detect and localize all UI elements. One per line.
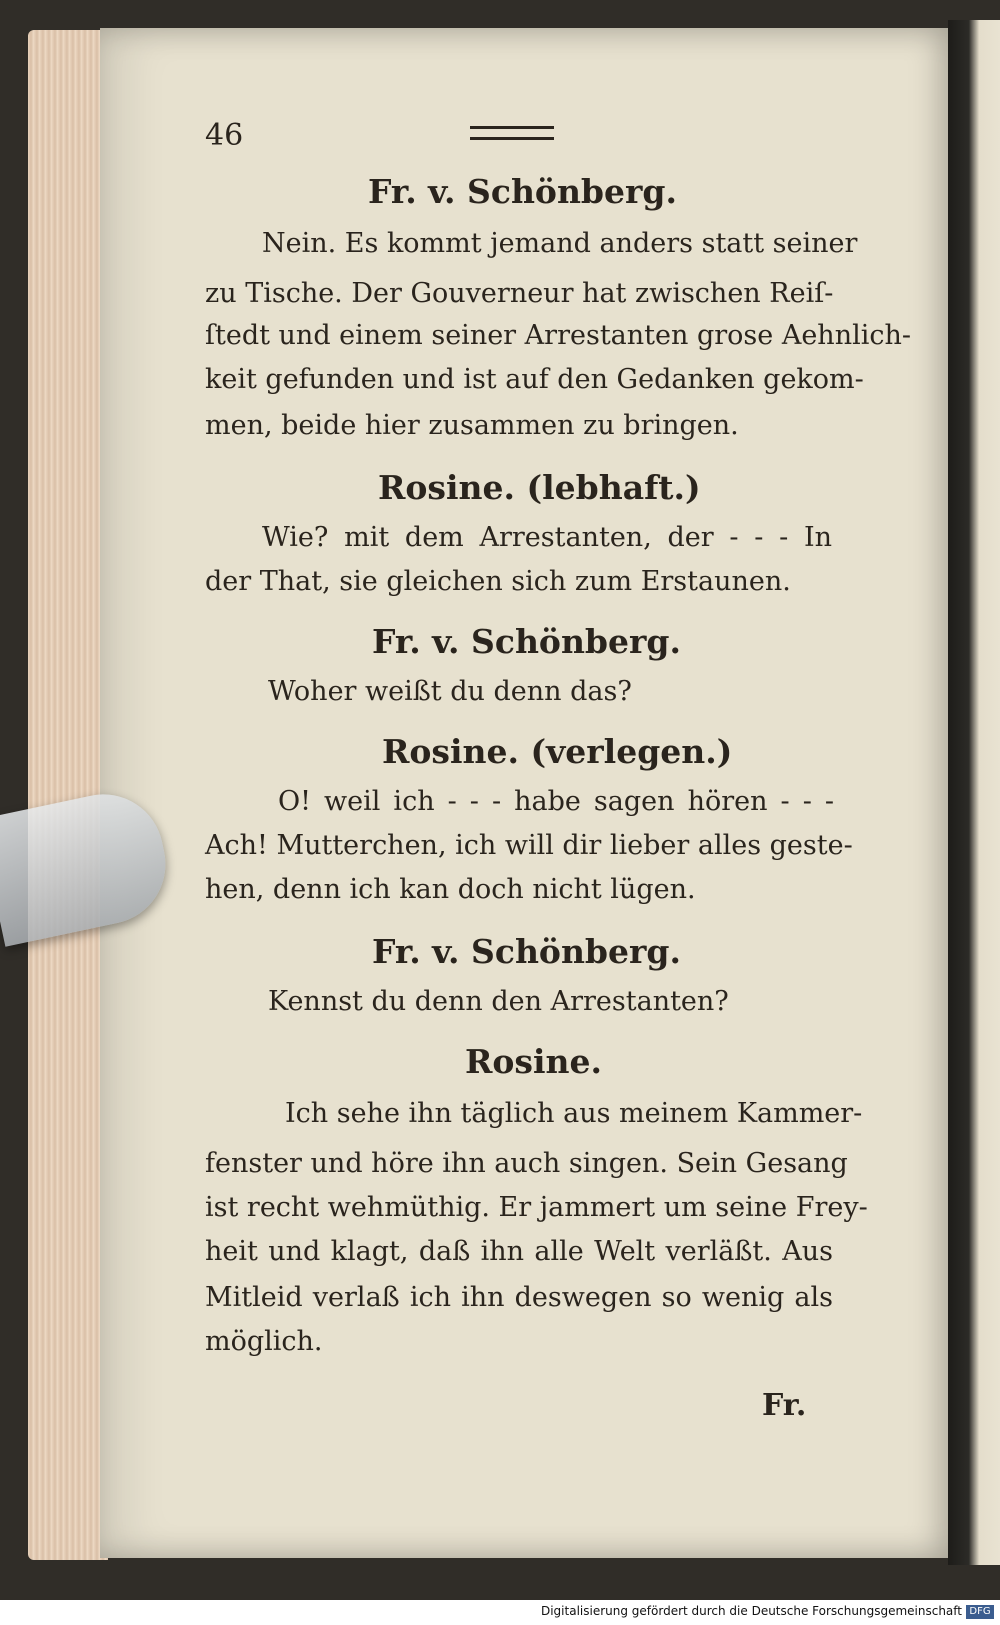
text-line: keit gefunden und ist auf den Gedanken gekom- xyxy=(205,364,864,395)
text-line: hen, denn ich kan doch nicht lügen. xyxy=(205,874,696,905)
speaker-heading: Rosine. xyxy=(465,1042,603,1081)
page-number: 46 xyxy=(205,118,244,153)
text-line: Ich sehe ihn täglich aus meinem Kammer- xyxy=(285,1098,863,1129)
dfg-credit: Digitalisierung gefördert durch die Deutsche Forschungsgemeinschaft xyxy=(540,1604,962,1618)
text-line: Woher weißt du denn das? xyxy=(268,676,632,707)
text-line: O! weil ich - - - habe sagen hören - - - xyxy=(278,786,834,817)
speaker-heading: Rosine. (verlegen.) xyxy=(382,732,733,771)
text-line: Kennst du denn den Arrestanten? xyxy=(268,986,729,1017)
text-line: möglich. xyxy=(205,1326,323,1357)
text-line: zu Tische. Der Gouverneur hat zwischen Reiſ- xyxy=(205,278,834,309)
book-gutter xyxy=(948,20,1000,1565)
text-line: Nein. Es kommt jemand anders statt seiner xyxy=(262,228,858,259)
text-line: ſtedt und einem seiner Arrestanten grose Aehnlich- xyxy=(205,320,911,351)
speaker-heading: Rosine. (lebhaft.) xyxy=(378,468,701,507)
speaker-heading: Fr. v. Schönberg. xyxy=(368,172,677,211)
dfg-logo: DFG xyxy=(966,1605,994,1619)
text-line: Wie? mit dem Arrestanten, der - - - In xyxy=(262,522,832,553)
text-line: der That, sie gleichen sich zum Erstaunen. xyxy=(205,566,791,597)
speaker-heading: Fr. v. Schönberg. xyxy=(372,932,681,971)
text-line: Ach! Mutterchen, ich will dir lieber alles geste- xyxy=(205,830,853,861)
text-line: Mitleid verlaß ich ihn deswegen so wenig als xyxy=(205,1282,833,1313)
header-rule xyxy=(470,126,554,140)
text-line: fenster und höre ihn auch singen. Sein Gesang xyxy=(205,1148,848,1179)
text-line: men, beide hier zusammen zu bringen. xyxy=(205,410,739,441)
speaker-heading: Fr. v. Schönberg. xyxy=(372,622,681,661)
catchword: Fr. xyxy=(762,1388,807,1423)
text-line: heit und klagt, daß ihn alle Welt verläßt. Aus xyxy=(205,1236,833,1267)
text-line: ist recht wehmüthig. Er jammert um seine Frey- xyxy=(205,1192,868,1223)
